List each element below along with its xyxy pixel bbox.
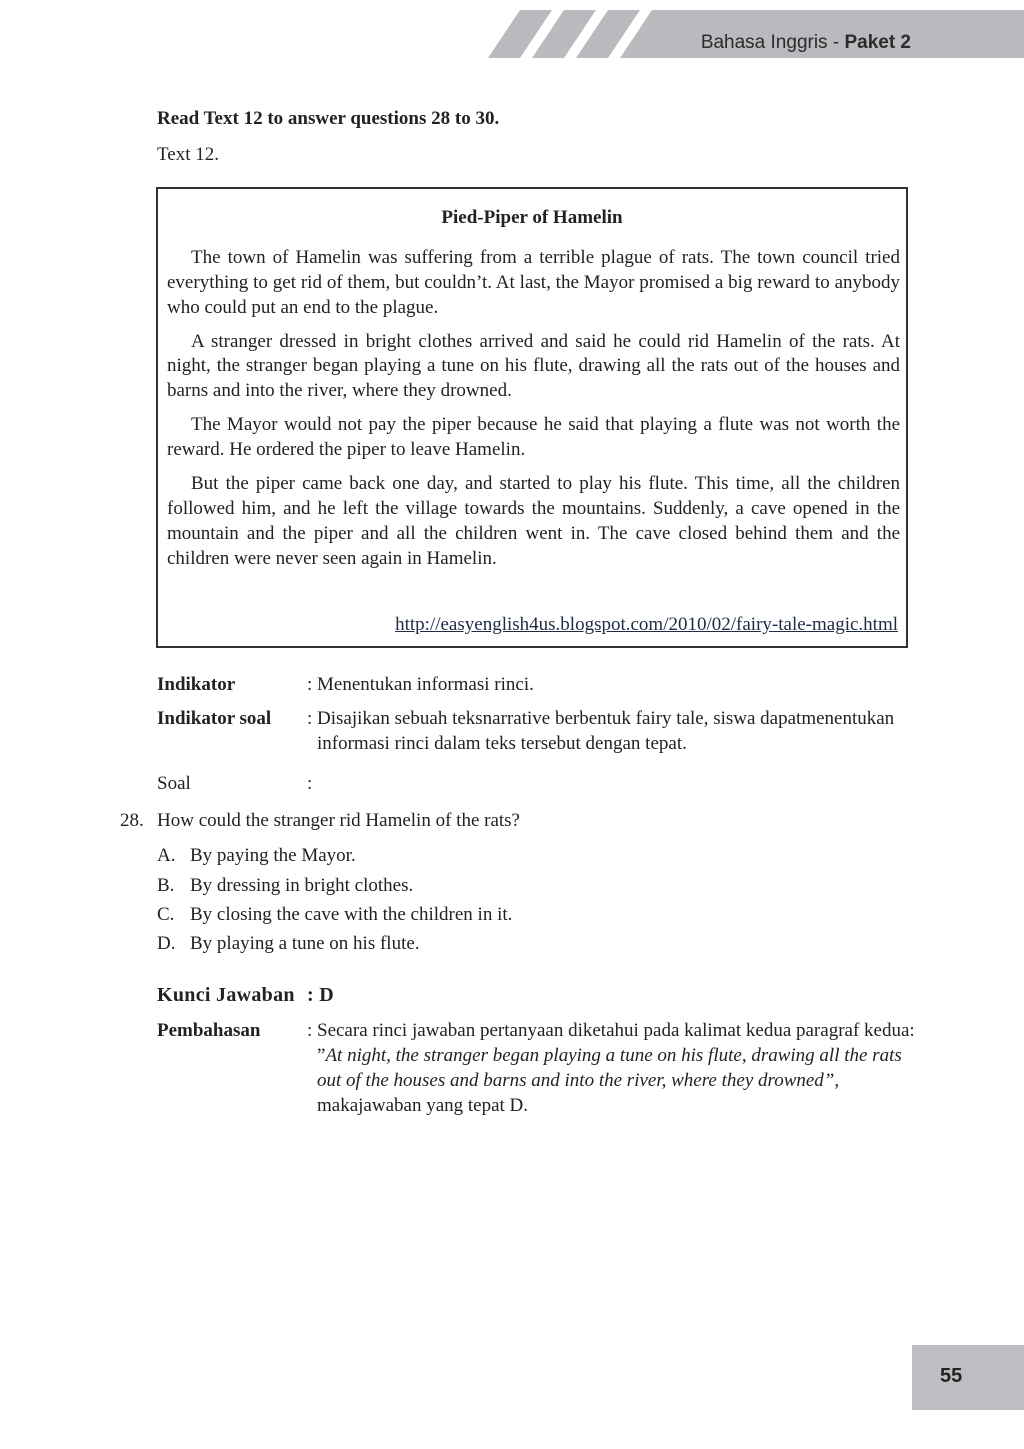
story-paragraph: But the piper came back one day, and started to play his flute. This time, all the children followed him, and he left the village towards the mountains. Suddenly, a cave opened in the mountain and the piper and all the children went in. The cave closed behind them and the children were never seen again in Hamelin.	[167, 473, 900, 569]
story-title: Pied-Piper of Hamelin	[441, 207, 623, 228]
option-letter: D.	[157, 933, 176, 954]
indikator-row	[157, 672, 917, 697]
answer-key-value: : D	[307, 984, 335, 1006]
option-text: By closing the cave with the children in it.	[190, 904, 513, 925]
discussion-block	[157, 1018, 917, 1118]
indikator-soal-row	[157, 706, 917, 756]
soal-label: Soal	[157, 773, 191, 794]
indikator-value: Menentukan informasi rinci.	[317, 674, 534, 695]
discussion-text	[317, 1018, 917, 1118]
question-number: 28.	[120, 810, 144, 831]
indikator-soal-label: Indikator soal	[157, 708, 272, 729]
story-paragraph: A stranger dressed in bright clothes arrived and said he could rid Hamelin of the rats. At night, the stranger began playing a tune on his flute, drawing all the rats out of the houses and barns and into the river, where they drowned.	[167, 330, 900, 402]
page-header	[0, 10, 1024, 58]
header-package: Paket 2	[844, 32, 911, 53]
story-paragraph: The Mayor would not pay the piper because he said that playing a flute was not worth the reward. He ordered the piper to leave Hamelin.	[167, 414, 900, 461]
header-subject: Bahasa Inggris -	[700, 32, 845, 53]
indikator-label: Indikator	[157, 674, 236, 695]
soal-colon: :	[307, 773, 313, 794]
option-c[interactable]	[157, 904, 512, 926]
option-letter: B.	[157, 875, 175, 896]
page-number-box	[912, 1345, 1024, 1410]
indikator-soal-value: Disajikan sebuah teksnarrative berbentuk fairy tale, siswa dapatmenentukan informasi rinci dalam teks tersebut dengan tepat.	[317, 708, 895, 754]
question-28	[120, 810, 520, 832]
answer-key	[157, 984, 334, 1007]
page-number: 55	[940, 1365, 963, 1387]
indikator-soal-colon: :	[307, 708, 313, 729]
discussion-intro: Secara rinci jawaban pertanyaan diketahui pada kalimat kedua paragraf kedua: ”	[317, 1020, 915, 1066]
answer-key-label: Kunci Jawaban	[157, 984, 295, 1006]
option-text: By playing a tune on his flute.	[190, 933, 420, 954]
text-label: Text 12.	[157, 144, 219, 165]
option-letter: A.	[157, 845, 176, 866]
option-text: By dressing in bright clothes.	[190, 875, 414, 896]
option-a[interactable]	[157, 845, 356, 867]
reading-instruction: Read Text 12 to answer questions 28 to 30.	[157, 108, 500, 129]
story-body	[167, 246, 900, 581]
source-link[interactable]: http://easyenglish4us.blogspot.com/2010/02/fairy-tale-magic.html	[395, 614, 898, 635]
option-d[interactable]	[157, 933, 420, 955]
discussion-quote: At night, the stranger began playing a tune on his flute, drawing all the rats out of the houses and barns and into the river, where they drowned”,	[317, 1045, 902, 1091]
indikator-colon: :	[307, 674, 313, 695]
option-b[interactable]	[157, 875, 413, 897]
reading-text-box	[156, 187, 908, 648]
discussion-label: Pembahasan	[157, 1020, 261, 1041]
discussion-outro: makajawaban yang tepat D.	[317, 1095, 529, 1116]
option-letter: C.	[157, 904, 175, 925]
story-paragraph: The town of Hamelin was suffering from a terrible plague of rats. The town council tried everything to get rid of them, but couldn’t. At last, the Mayor promised a big reward to anybody who could put an end to the plague.	[167, 247, 900, 318]
header-title	[701, 32, 911, 54]
option-text: By paying the Mayor.	[190, 845, 356, 866]
question-text: How could the stranger rid Hamelin of the rats?	[157, 810, 520, 831]
soal-row	[157, 771, 917, 796]
discussion-colon: :	[307, 1020, 313, 1041]
